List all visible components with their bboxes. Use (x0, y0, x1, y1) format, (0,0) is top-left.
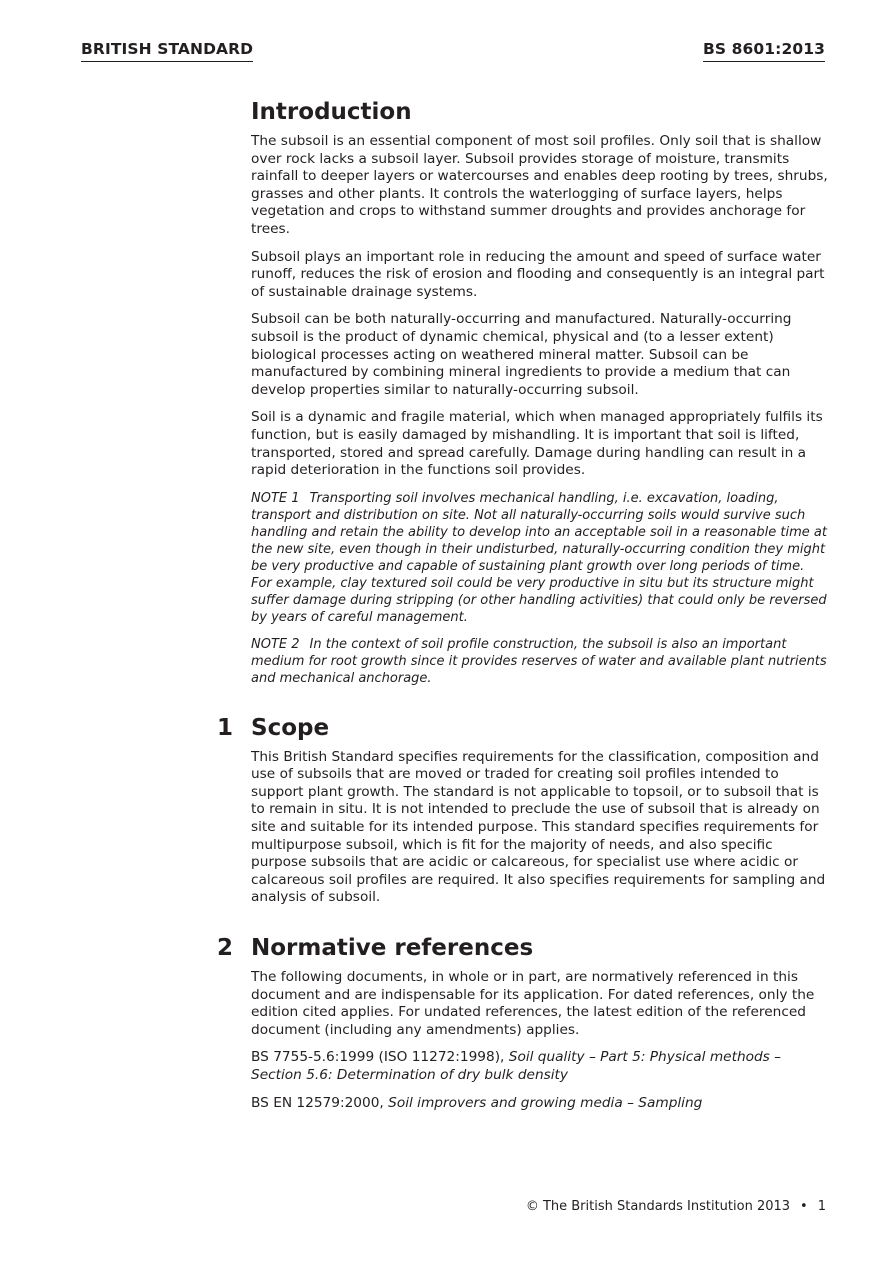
document-body (217, 97, 829, 1122)
page-number: 1 (817, 1199, 826, 1214)
note-2 (251, 636, 829, 687)
introduction-title: Introduction (251, 99, 412, 125)
note-1-label: NOTE 1 (251, 490, 300, 506)
scope-title: Scope (251, 714, 330, 741)
reference-code: BS 7755-5.6:1999 (ISO 11272:1998), (251, 1049, 509, 1066)
scope-number: 1 (217, 714, 234, 741)
intro-paragraph-1: The subsoil is an essential component of most soil profiles. Only soil that is shallow over rock lacks a subsoil layer. Subsoil provides storage of moisture, transmits rainfall to deeper layers or watercourses and enables deep rooting by trees, shrubs, grasses and other plants. It controls the waterlogging of surface layers, helps vegetation and crops to withstand summer droughts and provides anchorage for trees. (251, 133, 828, 237)
note-2-text: In the context of soil profile construction, the subsoil is also an important medium for root growth since it provides reserves of water and available plant nutrients and mechanical anchorage. (251, 636, 827, 686)
header-standard-label: BRITISH STANDARD (81, 40, 253, 62)
bullet-separator: • (800, 1199, 808, 1214)
intro-paragraph-3: Subsoil can be both naturally-occurring and manufactured. Naturally-occurring subsoil is the product of dynamic chemical, physical and (to a lesser extent) biological processes acting on weathered mineral matter. Subsoil can be manufactured by combining mineral ingredients to provide a medium that can develop properties similar to naturally-occurring subsoil. (251, 311, 792, 398)
intro-paragraph-4: Soil is a dynamic and fragile material, which when managed appropriately fulfils its function, but is easily damaged by mishandling. It is important that soil is lifted, transported, stored and spread carefully. Damage during handling can result in a rapid deterioration in the functions soil provides. (251, 409, 823, 479)
normative-paragraph: The following documents, in whole or in part, are normatively referenced in this document and are indispensable for its application. For dated references, only the edition cited applies. For undated references, the latest edition of the referenced document (including any amendments) applies. (251, 969, 815, 1038)
normative-title: Normative references (251, 935, 534, 962)
normative-references-heading (217, 933, 829, 963)
introduction-heading (251, 97, 829, 127)
reference-item (251, 1095, 829, 1113)
reference-item (251, 1049, 829, 1084)
header-standard-number: BS 8601:2013 (703, 40, 825, 62)
note-1-text: Transporting soil involves mechanical handling, i.e. excavation, loading, transport and distribution on site. Not all naturally-occurring soils would survive such handling and retain the ability to develop into an acceptable soil in a reasonable time at the new site, even though in their undisturbed, naturally-occurring condition they might be very productive and capable of sustaining plant growth over long periods of time. For example, clay textured soil could be very productive in situ but its structure might suffer damage during stripping (or other handling activities) that could only be reversed by years of careful management. (251, 490, 827, 625)
reference-title: Soil improvers and growing media – Sampling (388, 1094, 703, 1111)
normative-number: 2 (217, 935, 234, 962)
intro-paragraph-2: Subsoil plays an important role in reducing the amount and speed of surface water runoff, reduces the risk of erosion and flooding and consequently is an integral part of sustainable drainage systems. (251, 248, 825, 300)
copyright-notice: © The British Standards Institution 2013 (525, 1199, 791, 1214)
page-footer (526, 1199, 826, 1214)
scope-heading (217, 713, 829, 743)
note-1 (251, 490, 829, 626)
note-2-label: NOTE 2 (251, 636, 300, 652)
scope-paragraph: This British Standard specifies requirements for the classification, composition and use of subsoils that are moved or traded for creating soil profiles intended to support plant growth. The standard is not applicable to topsoil, or to subsoil that is to remain in situ. It is not intended to preclude the use of subsoil that is already on site and suitable for its intended purpose. This standard specifies requirements for multipurpose subsoil, which is fit for the majority of needs, and also specific purpose subsoils that are acidic or calcareous, for specialist use where acidic or calcareous soil profiles are required. It also specifies requirements for sampling and analysis of subsoil. (251, 748, 826, 906)
reference-code: BS EN 12579:2000, (251, 1094, 389, 1111)
reference-title: Soil quality – Part 5: Physical methods – Section 5.6: Determination of dry bulk density (251, 1049, 782, 1083)
